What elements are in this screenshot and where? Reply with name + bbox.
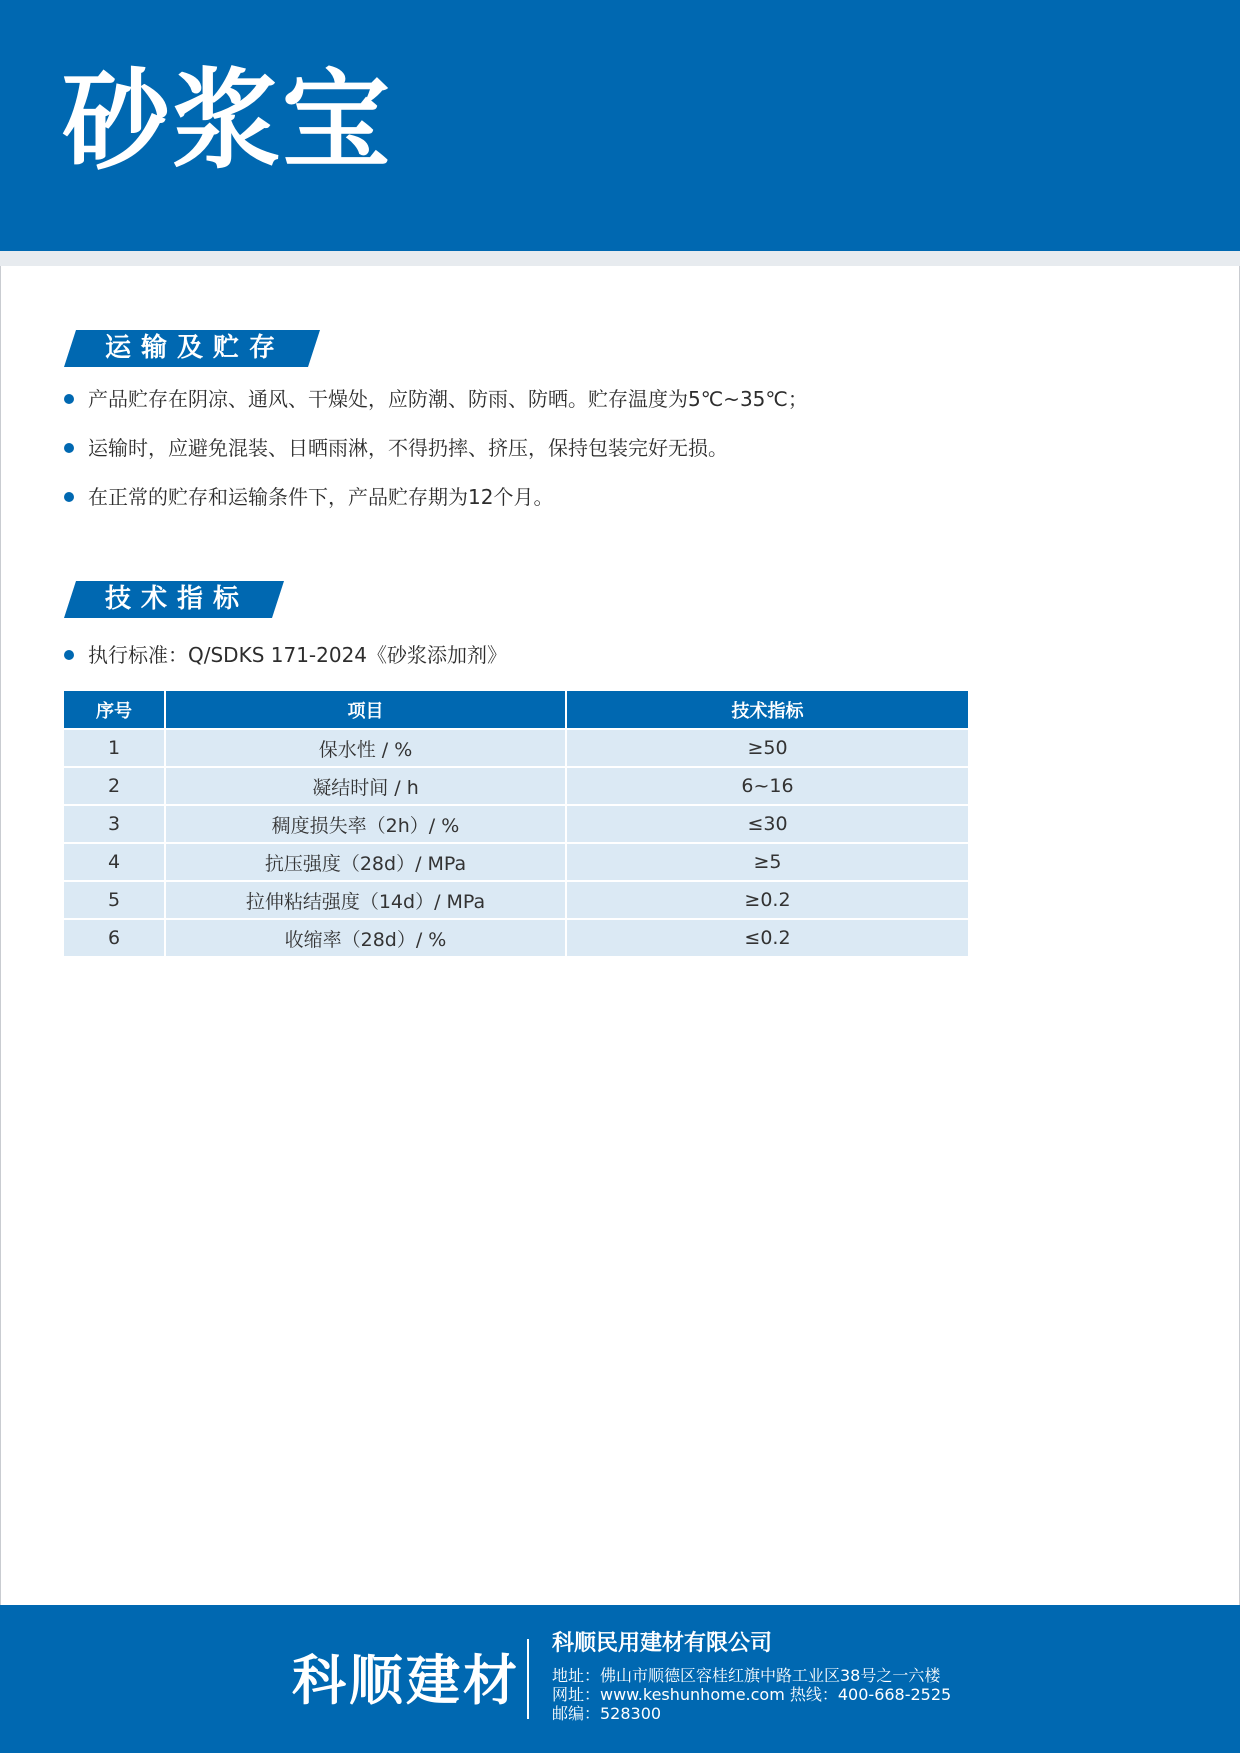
column-header-index: 序号 (64, 691, 165, 729)
cell-index: 5 (64, 881, 165, 919)
cell-index: 1 (64, 729, 165, 767)
table-row (64, 805, 968, 843)
table-header-row (64, 691, 968, 729)
cell-item: 凝结时间 / h (165, 767, 566, 805)
tech-section-heading (64, 581, 284, 618)
postcode-text: 邮编：528300 (552, 1704, 662, 1723)
footer-divider (527, 1639, 529, 1719)
cell-item: 稠度损失率（2h）/ % (165, 805, 566, 843)
storage-item-text: 在正常的贮存和运输条件下，产品贮存期为12个月。 (88, 485, 554, 509)
cell-item: 收缩率（28d）/ % (165, 919, 566, 956)
address-text: 地址：佛山市顺德区容桂红旗中路工业区38号之一六楼 (552, 1666, 941, 1685)
footer-banner (0, 1605, 1240, 1753)
cell-item: 保水性 / % (165, 729, 566, 767)
tech-heading-label: 技术指标 (104, 584, 249, 614)
table-row (64, 881, 968, 919)
bullet-dot-icon (64, 492, 74, 502)
list-item (62, 483, 808, 511)
column-header-item: 项目 (165, 691, 566, 729)
contact-info (552, 1666, 951, 1723)
storage-item-text: 运输时，应避免混装、日晒雨淋，不得扔摔、挤压，保持包装完好无损。 (88, 436, 728, 460)
company-name: 科顺民用建材有限公司 (552, 1631, 773, 1656)
cell-spec: ≤0.2 (566, 919, 968, 956)
table-row (64, 843, 968, 881)
bullet-dot-icon (64, 650, 74, 660)
page-title: 砂浆宝 (62, 59, 393, 184)
cell-item: 抗压强度（28d）/ MPa (165, 843, 566, 881)
header-divider-strip (0, 251, 1240, 266)
cell-index: 4 (64, 843, 165, 881)
header-banner (0, 0, 1240, 251)
list-item (62, 385, 808, 413)
storage-item-text: 产品贮存在阴凉、通风、干燥处，应防潮、防雨、防晒。贮存温度为5℃~35℃； (88, 387, 808, 411)
brand-logo: 科顺建材 (292, 1649, 520, 1712)
cell-item: 拉伸粘结强度（14d）/ MPa (165, 881, 566, 919)
table-row (64, 919, 968, 956)
cell-spec: ≥5 (566, 843, 968, 881)
storage-bullet-list (62, 385, 808, 532)
website-hotline-text: 网址：www.keshunhome.com 热线：400-668-2525 (552, 1685, 952, 1704)
column-header-spec: 技术指标 (566, 691, 968, 729)
table-row (64, 767, 968, 805)
storage-section-heading (64, 330, 320, 367)
cell-index: 2 (64, 767, 165, 805)
bullet-dot-icon (64, 443, 74, 453)
cell-spec: 6~16 (566, 767, 968, 805)
list-item (62, 641, 507, 669)
bullet-dot-icon (64, 394, 74, 404)
table-row (64, 729, 968, 767)
standard-text: 执行标准：Q/SDKS 171-2024《砂浆添加剂》 (88, 643, 508, 667)
cell-spec: ≥50 (566, 729, 968, 767)
cell-index: 6 (64, 919, 165, 956)
cell-spec: ≤30 (566, 805, 968, 843)
list-item (62, 434, 808, 462)
storage-heading-label: 运输及贮存 (104, 333, 285, 363)
tech-spec-table (64, 691, 968, 956)
cell-spec: ≥0.2 (566, 881, 968, 919)
standard-bullet-list (62, 641, 507, 669)
cell-index: 3 (64, 805, 165, 843)
